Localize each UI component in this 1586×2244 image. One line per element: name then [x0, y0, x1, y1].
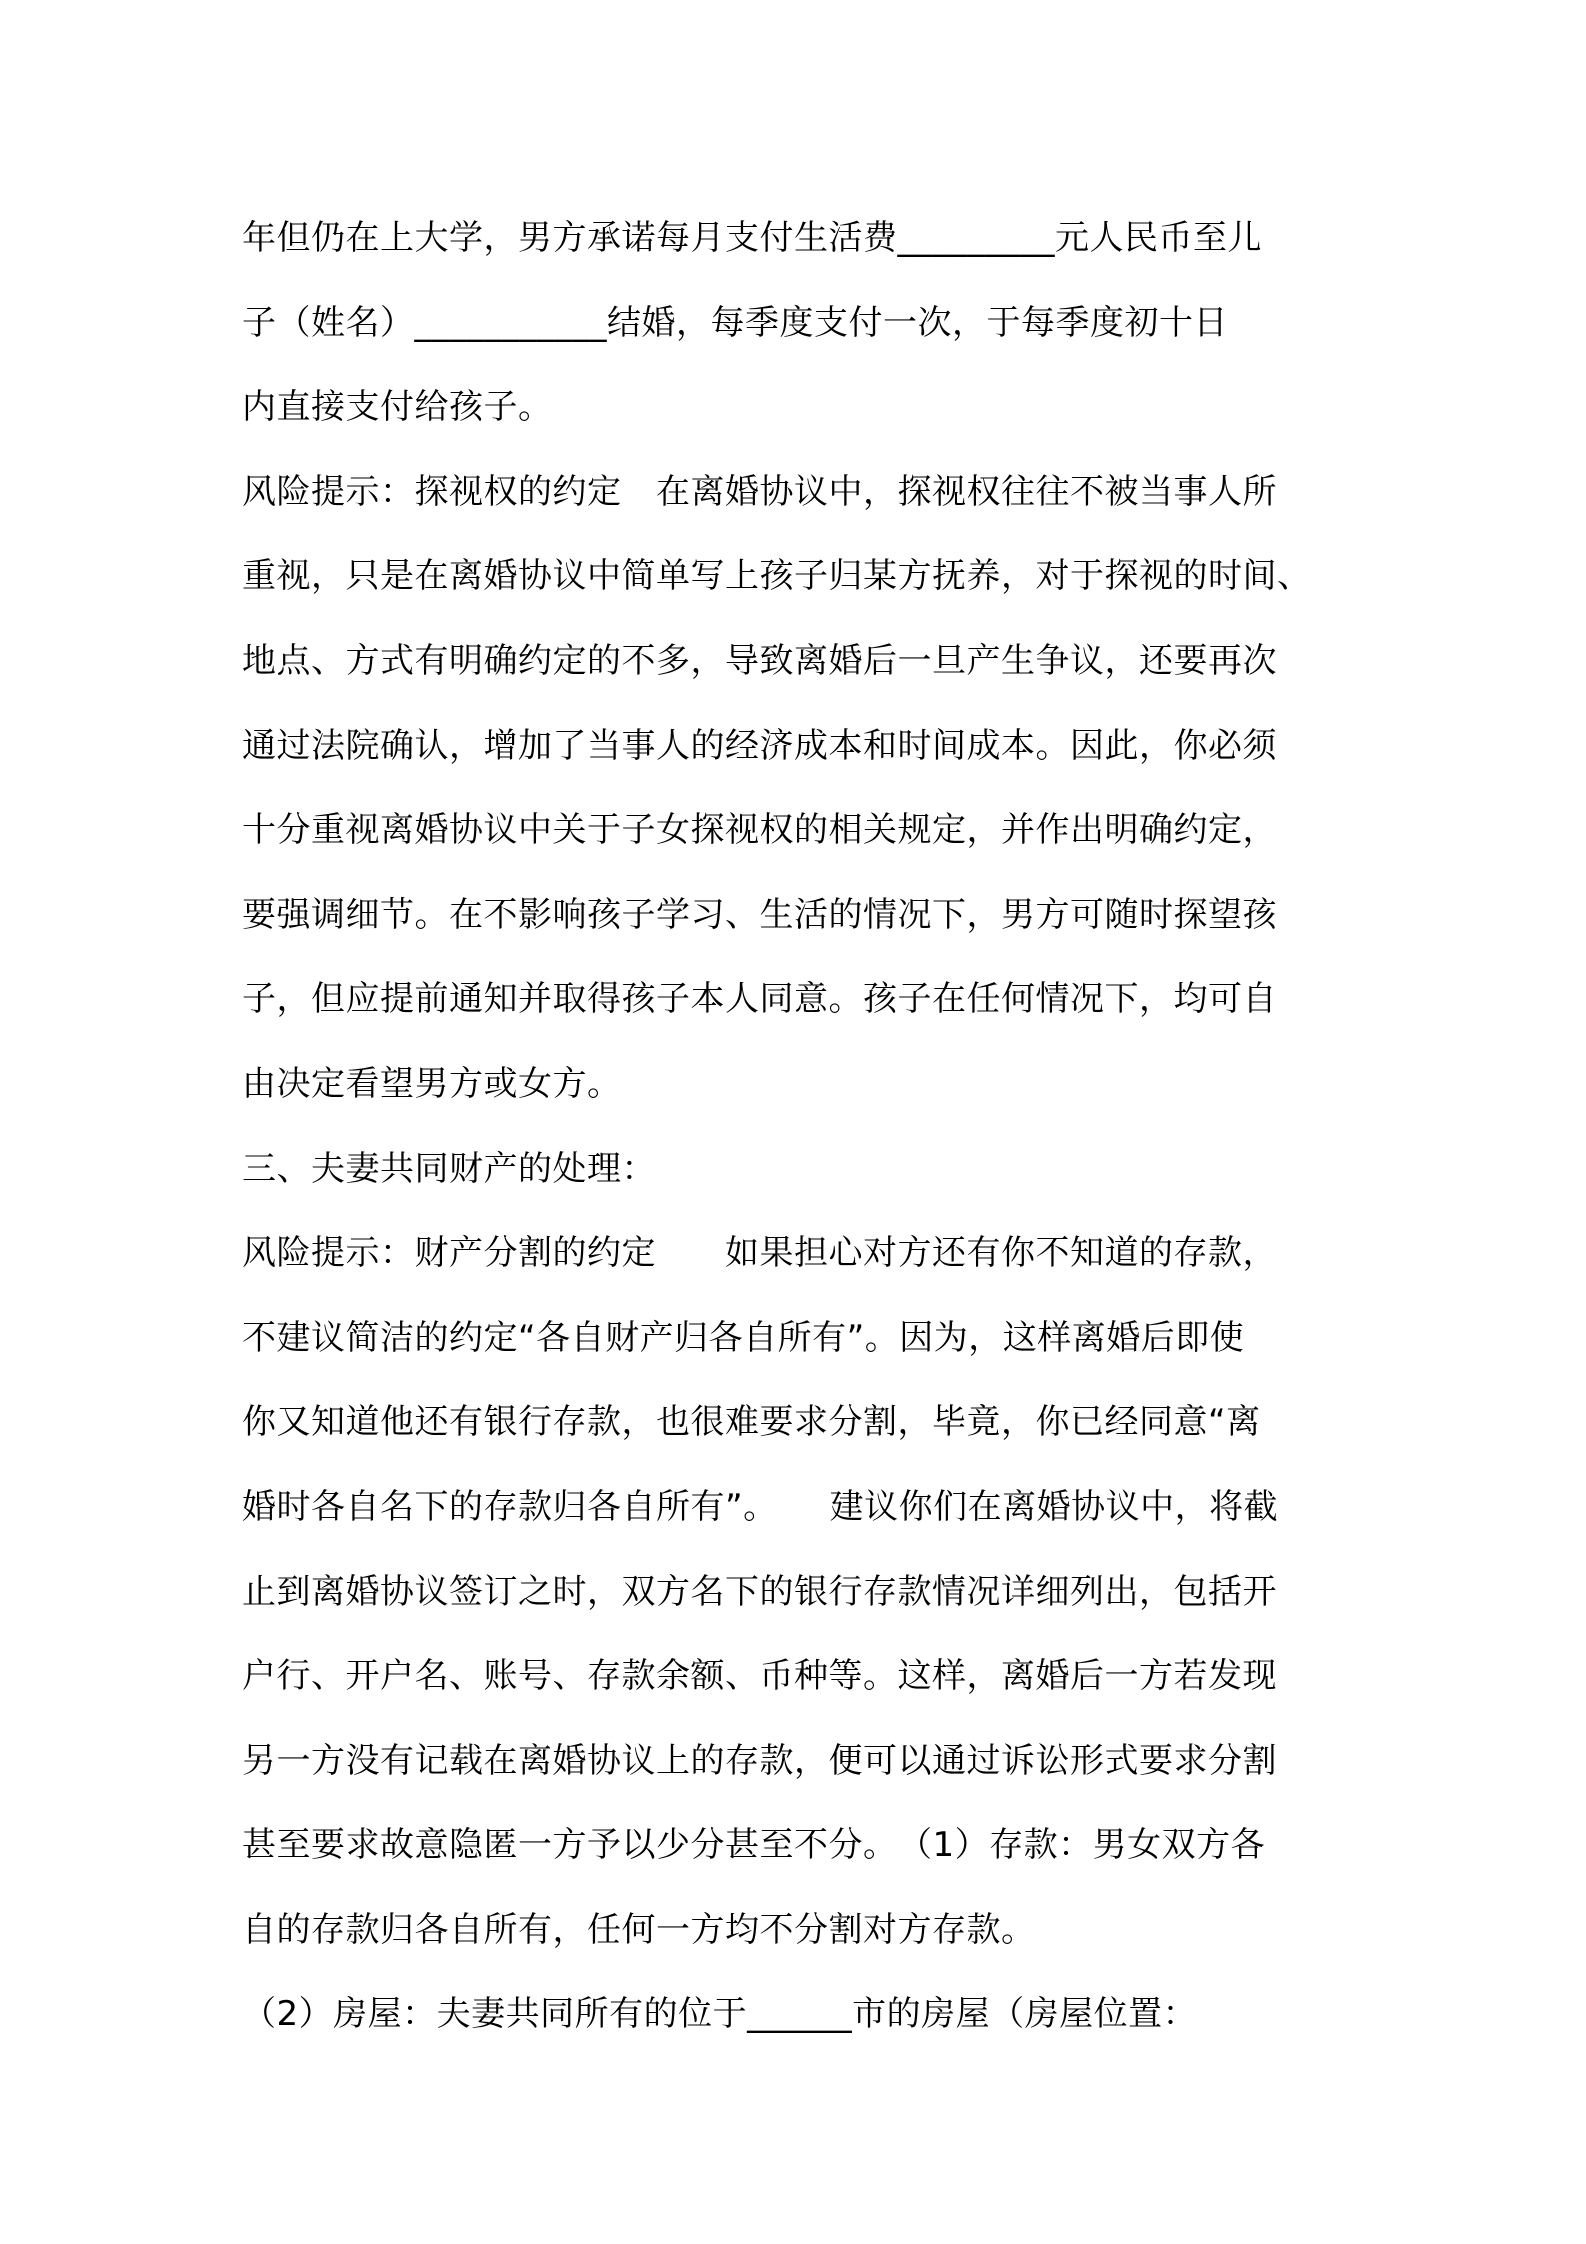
- text-line: 内直接支付给孩子。: [242, 387, 553, 428]
- document-body-text: [242, 196, 1362, 2057]
- text-line: 地点、方式有明确约定的不多，导致离婚后一旦产生争议，还要再次: [242, 640, 1277, 681]
- text-line: 止到离婚协议签订之时，双方名下的银行存款情况详细列出，包括开: [242, 1571, 1277, 1612]
- text-line: 不建议简洁的约定“各自财产归各自所有”。因为，这样离婚后即使: [242, 1317, 1245, 1358]
- text-line: 甚至要求故意隐匿一方予以少分甚至不分。 （1）存款：男女双方各: [242, 1825, 1266, 1866]
- text-line: （2）房屋：夫妻共同所有的位于______市的房屋（房屋位置：: [242, 1994, 1198, 2035]
- text-line: 要强调细节。在不影响孩子学习、生活的情况下，男方可随时探望孩: [242, 894, 1277, 935]
- text-line: 另一方没有记载在离婚协议上的存款，便可以通过诉讼形式要求分割: [242, 1740, 1277, 1781]
- text-line: 你又知道他还有银行存款，也很难要求分割，毕竟，你已经同意“离: [242, 1402, 1261, 1443]
- text-line: 风险提示：探视权的约定 在离婚协议中，探视权往往不被当事人所: [242, 471, 1277, 512]
- text-line: 年但仍在上大学，男方承诺每月支付生活费_________元人民币至儿: [242, 218, 1262, 258]
- text-line: 自的存款归各自所有，任何一方均不分割对方存款。: [242, 1909, 1036, 1950]
- text-line: 婚时各自名下的存款归各自所有”。 建议你们在离婚协议中，将截: [242, 1486, 1279, 1527]
- text-line: 风险提示：财产分割的约定 如果担心对方还有你不知道的存款，: [242, 1233, 1277, 1274]
- text-line: 十分重视离婚协议中关于子女探视权的相关规定，并作出明确约定，: [242, 810, 1277, 851]
- text-line: 重视，只是在离婚协议中简单写上孩子归某方抚养，对于探视的时间、: [242, 556, 1312, 597]
- section-heading: 三、夫妻共同财产的处理：: [242, 1148, 656, 1189]
- text-line: 通过法院确认，增加了当事人的经济成本和时间成本。因此，你必须: [242, 725, 1277, 766]
- text-line: 由决定看望男方或女方。: [242, 1063, 622, 1104]
- text-line: 子，但应提前通知并取得孩子本人同意。孩子在任何情况下，均可自: [242, 979, 1277, 1020]
- text-line: 子（姓名）___________结婚，每季度支付一次，于每季度初十日: [242, 302, 1228, 343]
- text-line: 户行、开户名、账号、存款余额、币种等。这样，离婚后一方若发现: [242, 1656, 1277, 1697]
